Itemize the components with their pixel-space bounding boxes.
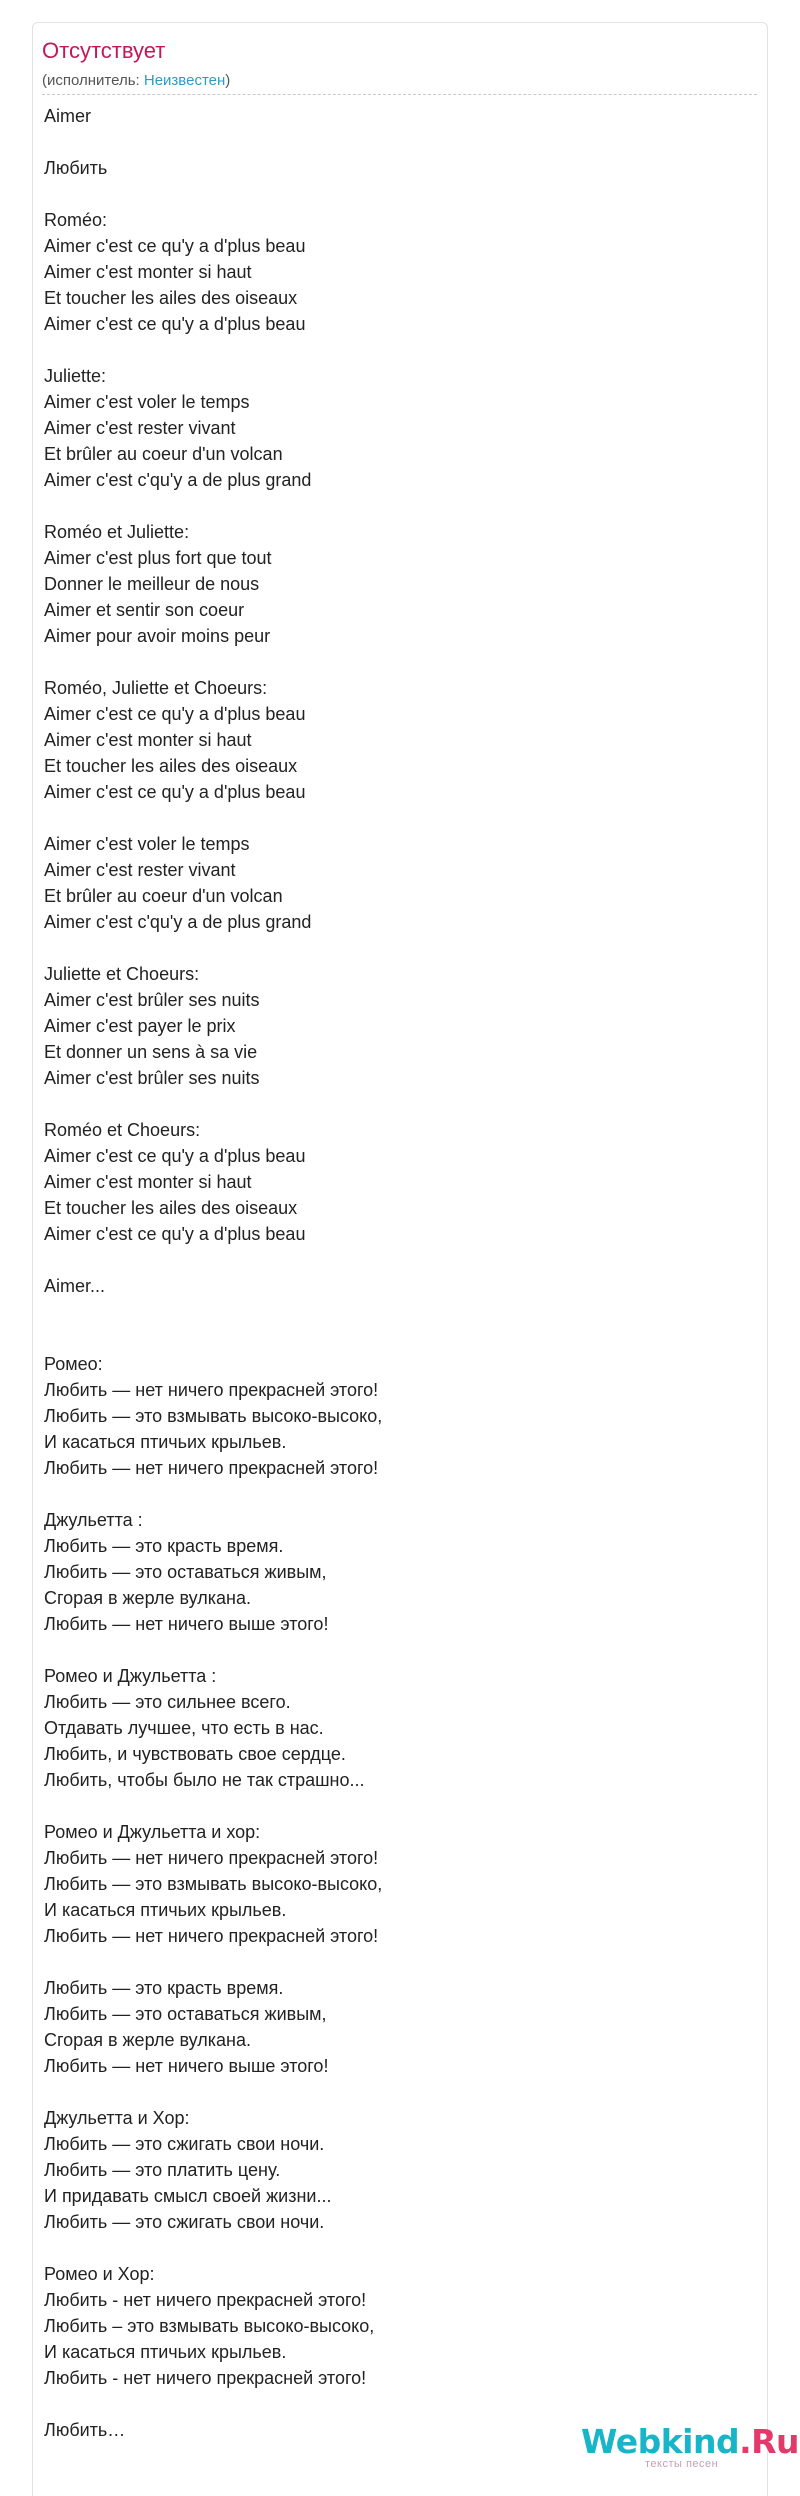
lyric-blank-line: [44, 1793, 744, 1819]
lyric-line: Aimer c'est voler le temps: [44, 392, 250, 412]
lyric-line: Любить — нет ничего выше этого!: [44, 2056, 329, 2076]
lyric-line: Aimer c'est monter si haut: [44, 730, 252, 750]
lyric-blank-line: [44, 2079, 744, 2105]
lyric-line: Aimer c'est plus fort que tout: [44, 548, 272, 568]
lyric-line: И касаться птичьих крыльев.: [44, 1432, 287, 1452]
lyric-line: Любить, и чувствовать свое сердце.: [44, 1744, 346, 1764]
lyric-line: Aimer c'est ce qu'y a d'plus beau: [44, 1224, 306, 1244]
lyric-line: Любить - нет ничего прекрасней этого!: [44, 2368, 367, 2388]
lyric-line: Ромео и Джульетта :: [44, 1666, 217, 1686]
lyric-line: Любить, чтобы было не так страшно...: [44, 1770, 365, 1790]
lyric-line: И касаться птичьих крыльев.: [44, 1900, 287, 1920]
logo-tagline: тексты песен: [645, 2458, 719, 2470]
lyric-line: Любить — нет ничего прекрасней этого!: [44, 1380, 379, 1400]
lyric-line: Любить — нет ничего прекрасней этого!: [44, 1926, 379, 1946]
song-title: Отсутствует: [42, 38, 166, 63]
lyric-line: Roméo, Juliette et Choeurs:: [44, 678, 268, 698]
lyric-line: Ромео и Джульетта и хор:: [44, 1822, 261, 1842]
lyric-line: Aimer c'est monter si haut: [44, 1172, 252, 1192]
lyric-blank-line: [44, 129, 744, 155]
lyric-line: Любить — это взмывать высоко-высоко,: [44, 1874, 383, 1894]
lyric-blank-line: [44, 935, 744, 961]
lyric-line: Aimer c'est ce qu'y a d'plus beau: [44, 704, 306, 724]
lyric-line: Roméo:: [44, 210, 108, 230]
lyric-blank-line: [44, 181, 744, 207]
lyric-line: Aimer c'est monter si haut: [44, 262, 252, 282]
logo-main-text: Webkind: [581, 2422, 740, 2461]
lyric-line: Aimer c'est brûler ses nuits: [44, 990, 260, 1010]
lyric-line: Любить — это платить цену.: [44, 2160, 281, 2180]
lyric-line: Aimer c'est ce qu'y a d'plus beau: [44, 236, 306, 256]
lyric-line: Любить — это взмывать высоко-высоко,: [44, 1406, 383, 1426]
lyric-line: Любить — это оставаться живым,: [44, 2004, 327, 2024]
artist-link[interactable]: Неизвестен: [143, 72, 226, 89]
lyric-line: Любить — это сжигать свои ночи.: [44, 2134, 325, 2154]
lyrics-body: [44, 103, 744, 2443]
artist-line: [42, 72, 230, 89]
lyric-line: Juliette:: [44, 366, 107, 386]
lyric-blank-line: [44, 1949, 744, 1975]
lyric-line: Roméo et Juliette:: [44, 522, 190, 542]
lyric-line: Juliette et Choeurs:: [44, 964, 200, 984]
lyric-line: Aimer pour avoir moins peur: [44, 626, 271, 646]
lyric-blank-line: [44, 2235, 744, 2261]
lyric-line: Aimer c'est ce qu'y a d'plus beau: [44, 314, 306, 334]
lyric-line: Aimer: [44, 106, 92, 126]
artist-suffix: ): [225, 72, 231, 89]
lyric-blank-line: [44, 805, 744, 831]
header-divider: [42, 94, 757, 95]
lyric-line: Джульетта и Хор:: [44, 2108, 190, 2128]
lyric-line: Любить — нет ничего прекрасней этого!: [44, 1848, 379, 1868]
lyric-line: Aimer c'est ce qu'y a d'plus beau: [44, 1146, 306, 1166]
lyric-line: Отдавать лучшее, что есть в нас.: [44, 1718, 324, 1738]
lyric-line: Любить…: [44, 2420, 126, 2440]
lyric-line: Aimer c'est payer le prix: [44, 1016, 236, 1036]
logo-wordmark: [581, 2422, 799, 2461]
lyric-line: Aimer et sentir son coeur: [44, 600, 245, 620]
lyric-line: Aimer c'est brûler ses nuits: [44, 1068, 260, 1088]
lyric-line: Любить — нет ничего выше этого!: [44, 1614, 329, 1634]
lyric-line: Roméo et Choeurs:: [44, 1120, 201, 1140]
lyric-line: Любить — это красть время.: [44, 1536, 284, 1556]
lyric-line: Et brûler au coeur d'un volcan: [44, 444, 283, 464]
lyric-line: Сгорая в жерле вулкана.: [44, 2030, 251, 2050]
lyric-line: Ромео и Хор:: [44, 2264, 155, 2284]
lyric-line: Любить — это сильнее всего.: [44, 1692, 291, 1712]
lyric-blank-line: [44, 1481, 744, 1507]
lyric-line: Aimer c'est rester vivant: [44, 418, 236, 438]
lyric-line: Et toucher les ailes des oiseaux: [44, 1198, 298, 1218]
lyric-line: Aimer c'est c'qu'y a de plus grand: [44, 470, 312, 490]
lyric-line: Aimer c'est ce qu'y a d'plus beau: [44, 782, 306, 802]
lyric-line: Любить — это сжигать свои ночи.: [44, 2212, 325, 2232]
lyric-blank-line: [44, 2391, 744, 2417]
lyric-blank-line: [44, 1091, 744, 1117]
lyric-line: Ромео:: [44, 1354, 103, 1374]
lyric-line: Aimer c'est voler le temps: [44, 834, 250, 854]
lyric-line: Donner le meilleur de nous: [44, 574, 260, 594]
lyric-line: Сгорая в жерле вулкана.: [44, 1588, 251, 1608]
lyric-line: Et brûler au coeur d'un volcan: [44, 886, 283, 906]
lyric-line: Et toucher les ailes des oiseaux: [44, 288, 298, 308]
lyric-blank-line: [44, 649, 744, 675]
lyric-blank-line: [44, 493, 744, 519]
lyric-line: Aimer...: [44, 1276, 106, 1296]
lyric-blank-line: [44, 1637, 744, 1663]
lyric-line: Джульетта :: [44, 1510, 143, 1530]
artist-prefix: (исполнитель:: [42, 72, 144, 89]
lyric-line: И придавать смысл своей жизни...: [44, 2186, 332, 2206]
lyric-line: Aimer c'est c'qu'y a de plus grand: [44, 912, 312, 932]
lyric-blank-line: [44, 337, 744, 363]
lyric-line: Любить - нет ничего прекрасней этого!: [44, 2290, 367, 2310]
lyric-line: Любить: [44, 158, 108, 178]
lyric-line: И касаться птичьих крыльев.: [44, 2342, 287, 2362]
webkind-logo[interactable]: [581, 2422, 800, 2470]
lyric-line: Любить — это оставаться живым,: [44, 1562, 327, 1582]
lyric-line: Et donner un sens à sa vie: [44, 1042, 258, 1062]
lyric-blank-line: [44, 1325, 744, 1351]
logo-suffix: .Ru: [739, 2422, 800, 2461]
lyric-line: Aimer c'est rester vivant: [44, 860, 236, 880]
lyric-line: Любить – это взмывать высоко-высоко,: [44, 2316, 375, 2336]
lyric-line: Любить — это красть время.: [44, 1978, 284, 1998]
lyric-blank-line: [44, 1247, 744, 1273]
lyric-line: Et toucher les ailes des oiseaux: [44, 756, 298, 776]
lyric-line: Любить — нет ничего прекрасней этого!: [44, 1458, 379, 1478]
lyric-blank-line: [44, 1299, 744, 1325]
